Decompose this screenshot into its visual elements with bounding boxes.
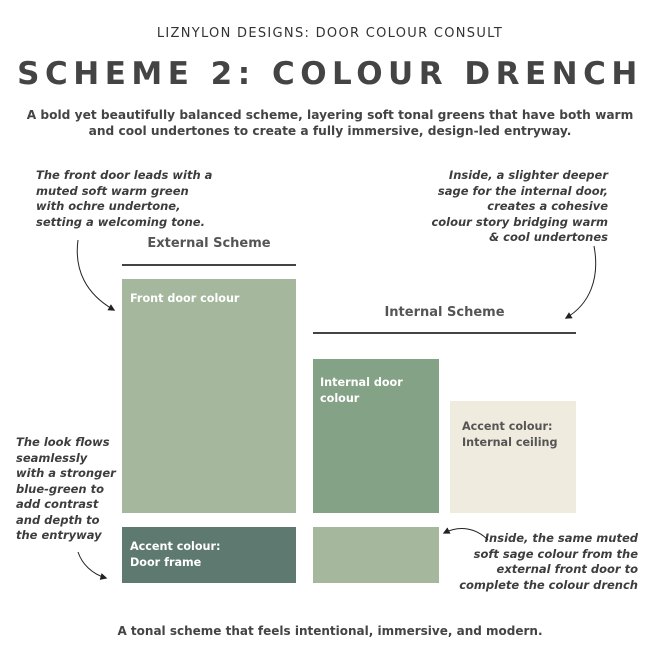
internal-door-label: Internal door colour	[320, 376, 403, 405]
brand-header: LIZNYLON DESIGNS: DOOR COLOUR CONSULT	[156, 26, 504, 41]
arrow-to-internal-door	[566, 246, 596, 318]
internal-frame-note: Inside, the same muted soft sage colour from the external front door to complete the colour drench	[459, 531, 638, 592]
internal-scheme-heading: Internal Scheme	[384, 305, 505, 320]
ceiling-label-line2: Internal ceiling	[462, 436, 558, 449]
door-frame-label-line1: Accent colour:	[130, 540, 221, 553]
external-scheme-heading: External Scheme	[147, 236, 271, 251]
front-door-label: Front door colour	[130, 292, 240, 305]
page-title: SCHEME 2: COLOUR DRENCH	[17, 56, 643, 92]
internal-door-note: Inside, a slighter deeper sage for the internal door, creates a cohesive colour story bridging warm & cool undertones	[431, 168, 608, 244]
front-door-note: The front door leads with a muted soft warm green with ochre undertone, setting a welcoming tone.	[36, 168, 213, 229]
ceiling-label-line1: Accent colour:	[462, 420, 553, 433]
page-footer: A tonal scheme that feels intentional, immersive, and modern.	[117, 624, 543, 638]
door-frame-label-line2: Door frame	[130, 556, 202, 569]
door-frame-note: The look flows seamlessly with a stronger blue-green to add contrast and depth to the entryway	[16, 435, 116, 542]
arrow-to-internal-frame	[444, 529, 488, 540]
arrow-to-door-frame	[78, 552, 106, 578]
page-subtitle: A bold yet beautifully balanced scheme, layering soft tonal greens that have both warm and cool undertones to create a fully immersive, design-led entryway.	[26, 108, 634, 138]
arrow-to-front-door	[77, 240, 114, 310]
